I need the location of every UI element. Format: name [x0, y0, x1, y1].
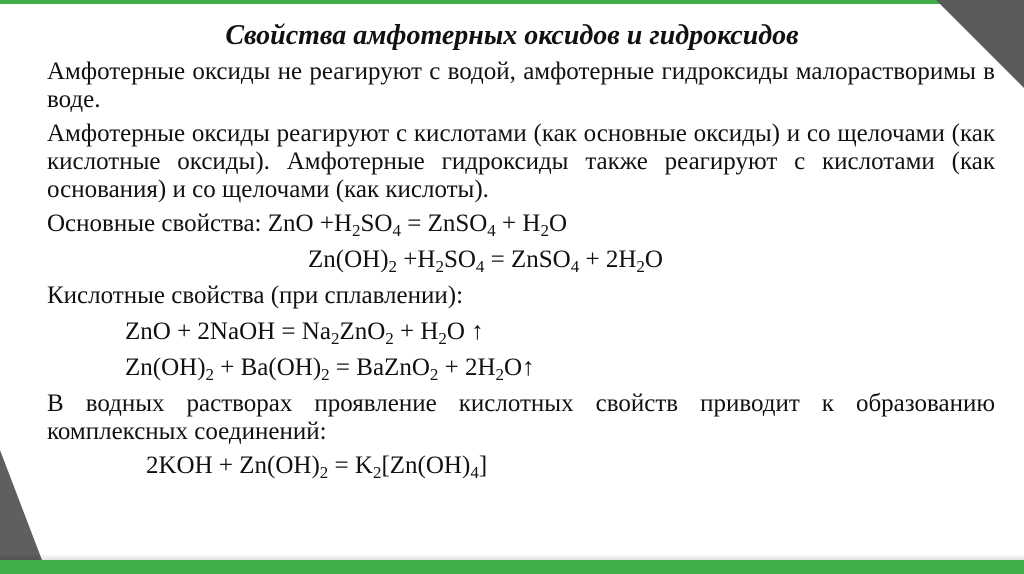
top-accent-strip — [0, 0, 1024, 4]
bottom-accent-bar — [0, 560, 1024, 574]
acidic-properties-label: Кислотные свойства (при сплавлении): — [47, 282, 464, 309]
basic-properties-label: Основные свойства: — [47, 210, 262, 237]
paragraph-solubility: Амфотерные оксиды не реагируют с водой, амфотерные гидроксиды малорастворимы в воде. — [47, 58, 995, 113]
slide-title: Свойства амфотерных оксидов и гидроксидов — [225, 20, 799, 51]
equation-acidic-2: $Zn(OH)_2 + Ba(OH)_2$ = BaZnO$_2$ + $2H_2O↑$ — [125, 354, 535, 384]
paragraph-solutions: В водных растворах проявление кислотных свойств приводит к образованию комплексных соединений: — [47, 390, 995, 445]
equation-basic-2: $Zn(OH)_2 +H_2SO_4$ = ZnSO$_4$ + $2H_2O$ — [308, 246, 663, 276]
equation-basic-1: Основные свойства: ZnO $+H_2SO_4$ = ZnSO$_4$ + $H_2O$ — [47, 210, 568, 240]
equation-acidic-1: ZnO + 2NaOH = $Na_2ZnO_2 + H_2O$ ↑ — [125, 318, 484, 348]
slide-content — [47, 58, 995, 488]
paragraph-reactivity: Амфотерные оксиды реагируют с кислотами (как основные оксиды) и со щелочами (как кислотные оксиды). Амфотерные гидроксиды также реагируют с кислотами (как основания) и со щелочами (как кислоты). — [47, 120, 995, 203]
corner-decoration-bottom-left — [0, 450, 42, 560]
equation-complex: $2KOH + Zn(OH)_2 = K_2[Zn(OH)_4]$ — [146, 452, 488, 482]
